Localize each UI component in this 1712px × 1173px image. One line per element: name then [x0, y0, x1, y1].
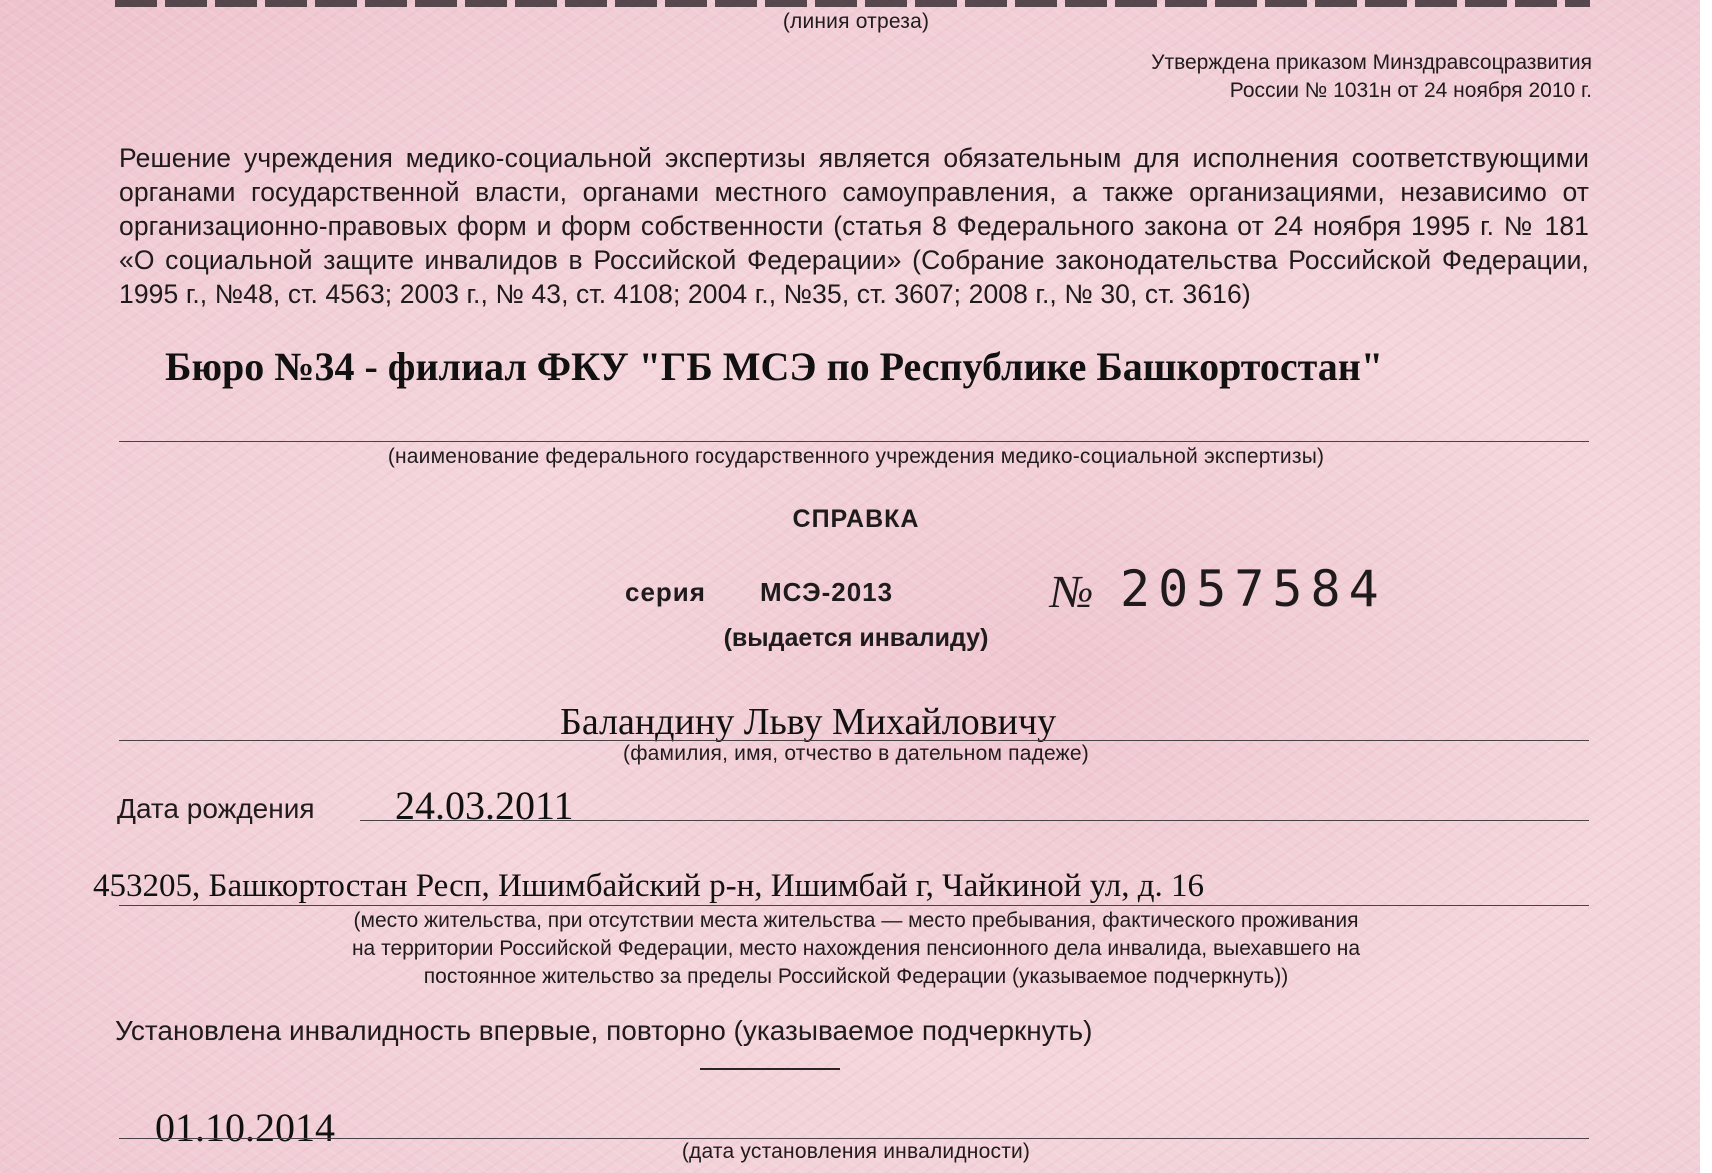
institution-underline — [119, 441, 1589, 442]
address-caption-line-2: на территории Российской Федерации, место нахождения пенсионного дела инвалида, выехавшего на — [351, 937, 1361, 960]
recipient-name: Баландину Льву Михайловичу — [560, 701, 1057, 743]
first-time-underline-mark — [700, 1068, 840, 1070]
document-title: СПРАВКА — [792, 505, 920, 533]
series-label: серия — [625, 577, 706, 607]
legal-text: Решение учреждения медико-социальной экспертизы является обязательным для исполнения соответствующими органами государственной власти, органами местного самоуправления, а также организациями, независимо от организационно-правовых форм и форм собственности (статья 8 Федерального закона от 24 ноября 1995 г. № 181 «О социальной защите инвалидов в Российской Федерации» (Собрание законодательства Российской Федерации, 1995 г., №48, ст. 4563; 2003 г., № 43, ст. 4108; 2004 г., №35, ст. 3607; 2008 г., № 30, ст. 3616) — [119, 143, 1589, 309]
birth-date-label: Дата рождения — [117, 793, 315, 824]
series-value: МСЭ-2013 — [760, 577, 894, 607]
institution-caption: (наименование федерального государственного учреждения медико-социальной экспертизы) — [387, 445, 1325, 468]
number-sign: № — [1050, 566, 1094, 617]
cut-line — [115, 0, 1590, 7]
disability-date-caption: (дата установления инвалидности) — [681, 1140, 1031, 1163]
birth-date-value: 24.03.2011 — [395, 783, 574, 828]
disability-date-underline — [119, 1138, 1589, 1139]
address-caption — [0, 907, 1712, 991]
cut-line-caption: (линия отреза) — [782, 10, 930, 33]
certificate-number: 2057584 — [1120, 560, 1387, 618]
approval-note — [1151, 49, 1592, 105]
recipient-caption: (фамилия, имя, отчество в дательном падеже) — [623, 742, 1089, 765]
approval-line-2: России № 1031н от 24 ноября 2010 г. — [1229, 79, 1592, 102]
approval-line-1: Утверждена приказом Минздравсоцразвития — [1151, 51, 1592, 74]
address-caption-line-1: (место жительства, при отсутствии места жительства — место пребывания, фактического проживания — [353, 909, 1359, 932]
disability-date-value: 01.10.2014 — [155, 1105, 335, 1150]
scan-margin — [1700, 0, 1712, 1173]
address-caption-line-3: постоянное жительство за пределы Российской Федерации (указываемое подчеркнуть)) — [423, 965, 1289, 988]
disability-established-text: Установлена инвалидность впервые, повторно (указываемое подчеркнуть) — [115, 1015, 1093, 1046]
institution-name: Бюро №34 - филиал ФКУ "ГБ МСЭ по Республике Башкортостан" — [165, 344, 1384, 389]
birth-date-underline — [360, 820, 1589, 821]
issued-to-note: (выдается инвалиду) — [723, 624, 989, 652]
address-underline — [119, 905, 1589, 906]
recipient-underline — [119, 740, 1589, 741]
address-value: 453205, Башкортостан Респ, Ишимбайский р-н, Ишимбай г, Чайкиной ул, д. 16 — [93, 868, 1205, 904]
